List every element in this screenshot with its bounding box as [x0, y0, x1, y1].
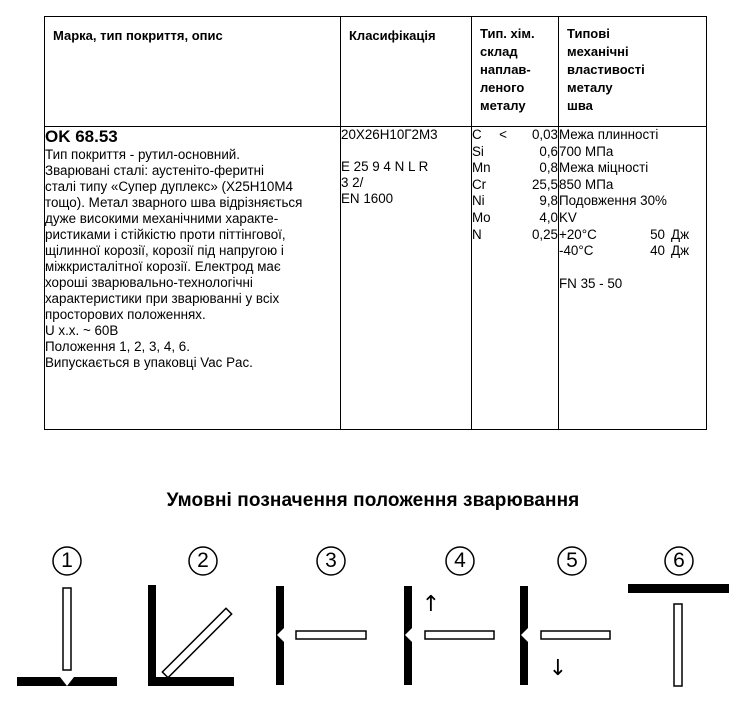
position-4-circle [446, 547, 474, 575]
chemistry-row-ni: Ni 9,8 [472, 193, 558, 209]
position-6-circle [665, 547, 693, 575]
chemistry-row-si: Si 0,6 [472, 143, 558, 159]
chemistry-row-n: N 0,25 [472, 226, 558, 242]
positions-title: Умовні позначення положення зварювання [166, 490, 580, 511]
table-row [45, 127, 707, 430]
electrode-spec-table [44, 16, 707, 430]
table-header-row [45, 17, 707, 127]
welding-positions-diagram [0, 530, 746, 704]
classification-gost: 20Х26Н10Г2М3 [341, 127, 438, 142]
impact-row: +20°C 50 Дж [559, 226, 690, 242]
tensile-strength-label: Межа міцності [559, 160, 649, 176]
chemistry-cell [472, 127, 559, 430]
position-number-5: 5 [566, 549, 578, 572]
description-cell [45, 127, 341, 430]
position-3-circle [317, 547, 345, 575]
position-6-overhead-icon [628, 584, 729, 686]
yield-strength-label: Межа плинності [559, 127, 659, 142]
header-brand-type-description: Марка, тип покриття, опис [45, 17, 341, 127]
position-1-circle [53, 547, 81, 575]
chemistry-row-c: C < 0,03 [472, 127, 558, 142]
position-number-3: 3 [325, 549, 337, 572]
chemistry-row-cr: Cr 25,5 [472, 176, 558, 192]
electrode-brand: OK 68.53 [45, 127, 118, 146]
position-1-flat-icon [17, 588, 117, 686]
position-3-horizontal-icon [276, 586, 366, 685]
classification-standard: EN 1600 [341, 191, 394, 206]
position-number-6: 6 [673, 549, 685, 572]
classification-cell [341, 127, 472, 430]
header-classification: Класифікація [341, 17, 472, 127]
tensile-strength-value: 850 МПа [559, 176, 614, 192]
ferrite-number: FN 35 - 50 [559, 276, 623, 292]
impact-label: KV [559, 209, 577, 225]
impact-row: -40°C 40 Дж [559, 243, 690, 259]
classification-en-code: E 25 9 4 N L R [341, 159, 429, 174]
header-chemical-composition: Тип. хім. склад наплав- леного металу [472, 17, 559, 127]
position-2-circle [189, 547, 217, 575]
position-5-circle [558, 547, 586, 575]
electrode-description: Тип покриття - рутил-основний. Зварювані сталі: аустеніто-феритні сталі типу «Супер дуплекс» (Х25Н10М4 тощо). Метал зварного шва відрізняється дуже високими механічними характе- ристиками і стійкістю проти піттінгової, щілинної корозії, корозії під напругою і міжкристалітної корозії. Електрод має хороші зварювально-технологічні характеристики при зварюванні у всіх просторових положеннях. U х.х. ~ 60В Положення 1, 2, 3, 4, 6. Випускається в упаковці Vac Pac. [45, 147, 303, 370]
arrow-down-icon: ↓ [548, 656, 568, 681]
classification-en-code-suffix: 3 2/ [341, 175, 364, 190]
position-number-4: 4 [454, 549, 466, 572]
chemistry-row-mo: Mo 4,0 [472, 209, 558, 225]
mechanical-cell [559, 127, 707, 430]
position-4-vertical-up-icon [404, 586, 494, 685]
yield-strength-value: 700 МПа [559, 143, 614, 159]
position-2-fillet-icon [148, 585, 234, 686]
arrow-up-icon: ↑ [421, 592, 441, 617]
chemistry-row-mn: Mn 0,8 [472, 160, 558, 176]
position-number-1: 1 [61, 549, 73, 572]
elongation: Подовження 30% [559, 193, 667, 209]
header-mechanical-properties: Типові механічні властивості металу шва [559, 17, 707, 127]
position-number-2: 2 [197, 549, 209, 572]
